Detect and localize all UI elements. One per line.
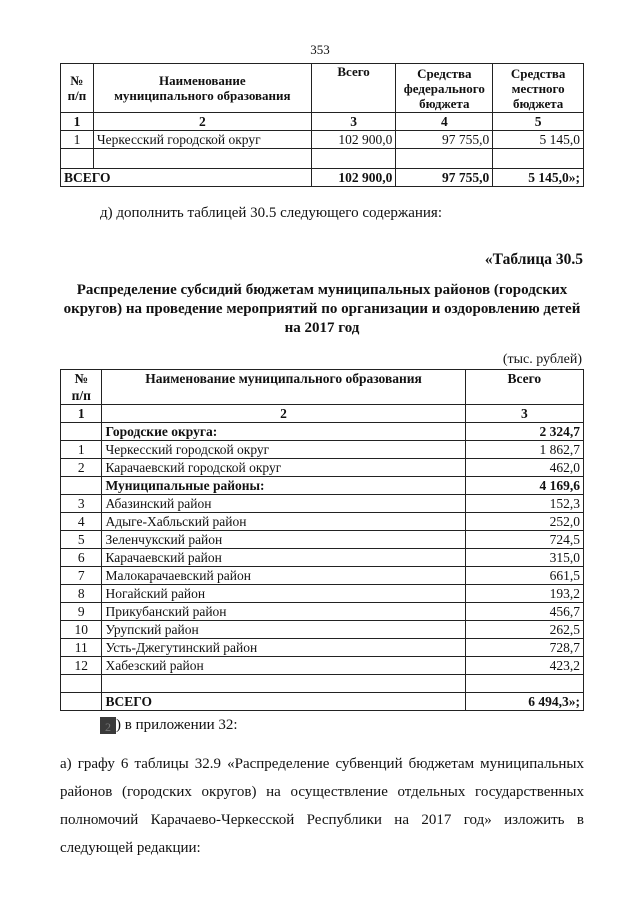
paragraph-graph-6: а) графу 6 таблицы 32.9 «Распределение субвенций бюджетам муниципальных районов (городских округов) на осуществление отдельных государственных полномочий Карачаево-Черкесской Республики на 2017 год» изложить в следующей редакции: <box>60 756 584 856</box>
row-name: Урупский район <box>102 621 465 639</box>
index-cell: 1 <box>61 113 94 131</box>
unit-note: (тыс. рублей) <box>502 352 582 367</box>
table-label: «Таблица 30.5 <box>484 251 583 268</box>
row-total: 1 862,7 <box>465 441 583 459</box>
row-name: Зеленчукский район <box>102 531 465 549</box>
row-number <box>61 477 102 495</box>
index-cell: 2 <box>93 113 311 131</box>
row-name <box>102 675 465 693</box>
index-cell: 3 <box>465 405 583 423</box>
row-total: 152,3 <box>465 495 583 513</box>
table-title: Распределение субсидий бюджетам муниципальных районов (городских округов) на проведение мероприятий по организации и оздоровлению детей на 2017 год <box>63 282 581 336</box>
row-total: 193,2 <box>465 585 583 603</box>
table-row <box>61 549 584 567</box>
col-header-name: Наименование муниципального образования <box>93 64 311 113</box>
table-row <box>61 621 584 639</box>
table-row <box>61 477 584 495</box>
table-row <box>61 639 584 657</box>
row-total: 462,0 <box>465 459 583 477</box>
total-label: ВСЕГО <box>61 169 312 187</box>
row-total: 728,7 <box>465 639 583 657</box>
total-federal: 97 755,0 <box>396 169 493 187</box>
col-header-number: № п/п <box>61 370 102 405</box>
row-total: 2 324,7 <box>465 423 583 441</box>
table-30-4 <box>60 63 584 187</box>
row-name: Муниципальные районы: <box>102 477 465 495</box>
row-name: Черкесский городской округ <box>102 441 465 459</box>
index-cell: 3 <box>311 113 396 131</box>
col-header-total: Всего <box>311 64 396 113</box>
row-name: Черкесский городской округ <box>93 131 311 149</box>
table-row <box>61 675 584 693</box>
col-header-total: Всего <box>465 370 583 405</box>
row-name: Адыге-Хабльский район <box>102 513 465 531</box>
row-name: Карачаевский район <box>102 549 465 567</box>
row-local: 5 145,0 <box>493 131 584 149</box>
empty-cell <box>61 693 102 711</box>
col-header-number: № п/п <box>61 64 94 113</box>
table-row <box>61 131 584 149</box>
table-row <box>61 567 584 585</box>
row-number: 12 <box>61 657 102 675</box>
empty-cell <box>93 149 311 169</box>
row-total: 423,2 <box>465 657 583 675</box>
row-number: 9 <box>61 603 102 621</box>
row-number: 2 <box>61 459 102 477</box>
row-total: 456,7 <box>465 603 583 621</box>
table-total-row <box>61 693 584 711</box>
paragraph-add-table: д) дополнить таблицей 30.5 следующего содержания: <box>100 205 442 221</box>
row-federal: 97 755,0 <box>396 131 493 149</box>
row-name: Хабезский район <box>102 657 465 675</box>
row-total: 724,5 <box>465 531 583 549</box>
total-local: 5 145,0»; <box>493 169 584 187</box>
row-number <box>61 675 102 693</box>
paragraph-appendix-text: ) в приложении 32: <box>116 717 238 733</box>
index-cell: 5 <box>493 113 584 131</box>
row-name: Усть-Джегутинский район <box>102 639 465 657</box>
empty-cell <box>61 149 94 169</box>
total-label: ВСЕГО <box>102 693 465 711</box>
paragraph-appendix <box>100 715 238 735</box>
row-total: 262,5 <box>465 621 583 639</box>
row-total: 661,5 <box>465 567 583 585</box>
empty-cell <box>493 149 584 169</box>
row-total: 102 900,0 <box>311 131 396 149</box>
row-name: Малокарачаевский район <box>102 567 465 585</box>
row-number: 6 <box>61 549 102 567</box>
table-row <box>61 513 584 531</box>
row-total <box>465 675 583 693</box>
row-name: Прикубанский район <box>102 603 465 621</box>
index-cell: 4 <box>396 113 493 131</box>
row-number <box>61 423 102 441</box>
col-header-name: Наименование муниципального образования <box>102 370 465 405</box>
table-total-row <box>61 169 584 187</box>
row-number: 3 <box>61 495 102 513</box>
table-row <box>61 441 584 459</box>
table-header-row <box>61 370 584 405</box>
table-row <box>61 585 584 603</box>
table-row <box>61 657 584 675</box>
row-number: 10 <box>61 621 102 639</box>
table-index-row <box>61 405 584 423</box>
table-header-row <box>61 64 584 113</box>
row-number: 7 <box>61 567 102 585</box>
table-row-empty <box>61 149 584 169</box>
index-cell: 2 <box>102 405 465 423</box>
total-value: 102 900,0 <box>311 169 396 187</box>
row-total: 4 169,6 <box>465 477 583 495</box>
total-value: 6 494,3»; <box>465 693 583 711</box>
table-row <box>61 495 584 513</box>
col-header-local: Средства местного бюджета <box>493 64 584 113</box>
row-total: 315,0 <box>465 549 583 567</box>
table-row <box>61 459 584 477</box>
table-row <box>61 603 584 621</box>
table-30-5 <box>60 369 584 711</box>
table-row <box>61 531 584 549</box>
row-total: 252,0 <box>465 513 583 531</box>
redaction-mark: 2 <box>100 717 116 734</box>
col-header-federal: Средства федерального бюджета <box>396 64 493 113</box>
table-row <box>61 423 584 441</box>
row-number: 4 <box>61 513 102 531</box>
row-name: Абазинский район <box>102 495 465 513</box>
row-name: Карачаевский городской округ <box>102 459 465 477</box>
row-name: Городские округа: <box>102 423 465 441</box>
row-number: 1 <box>61 131 94 149</box>
table-index-row <box>61 113 584 131</box>
empty-cell <box>396 149 493 169</box>
empty-cell <box>311 149 396 169</box>
row-number: 11 <box>61 639 102 657</box>
row-number: 1 <box>61 441 102 459</box>
page-number: 353 <box>310 42 330 57</box>
row-number: 8 <box>61 585 102 603</box>
row-name: Ногайский район <box>102 585 465 603</box>
row-number: 5 <box>61 531 102 549</box>
index-cell: 1 <box>61 405 102 423</box>
